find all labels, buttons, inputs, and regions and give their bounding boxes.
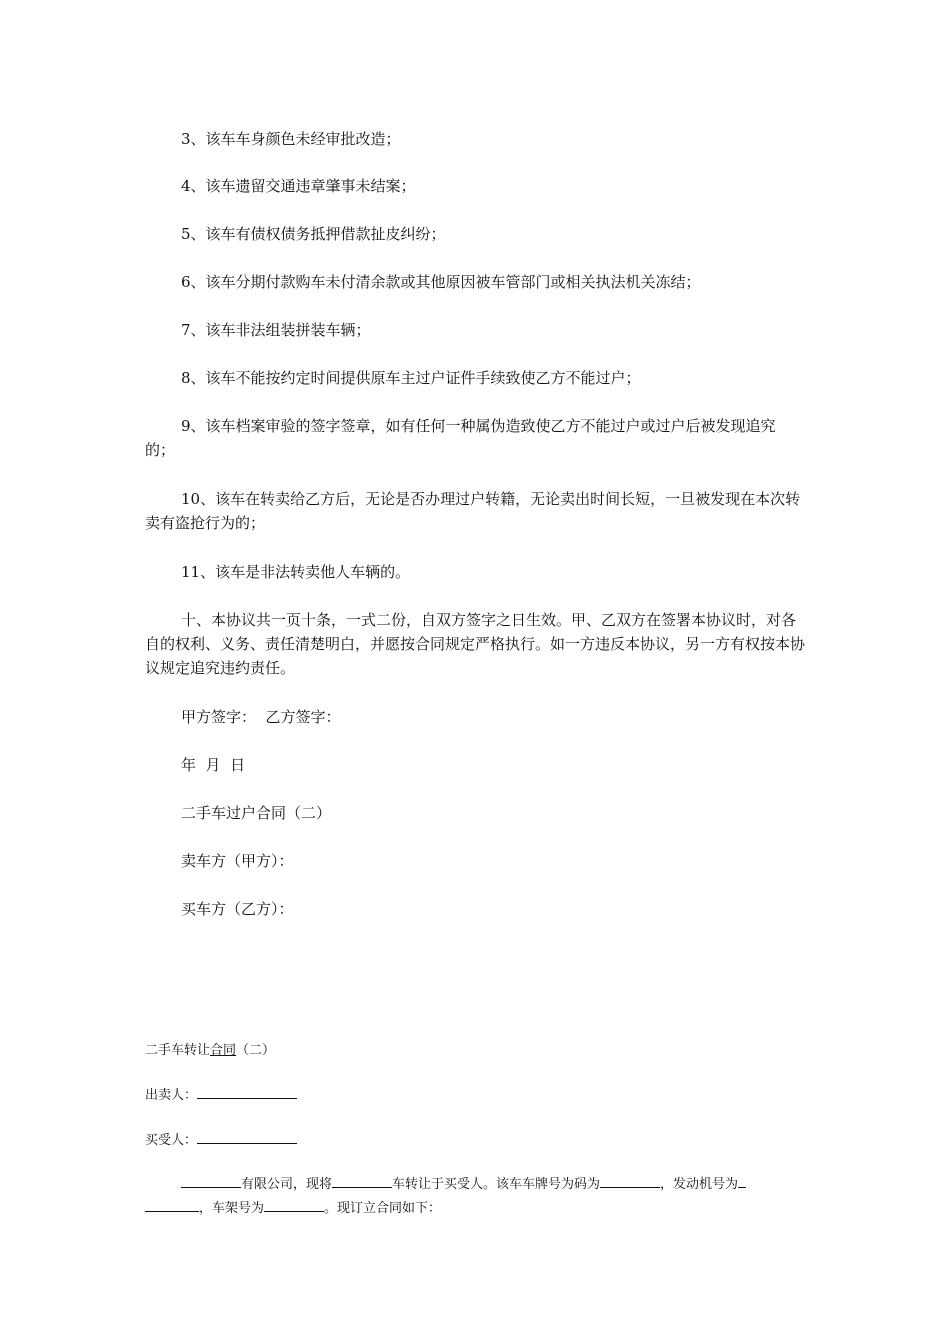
seller-label: 卖车方（甲方）：: [181, 852, 294, 870]
item-5: 5、该车有债权债务抵押借款扯皮纠纷；: [181, 225, 446, 243]
item-10: 10、该车在转卖给乙方后，无论是否办理过户转籍，无论卖出时间长短，一旦被发现在本次转卖有盗抢行为的；: [145, 490, 801, 532]
engine-blank-end: [145, 1197, 199, 1212]
lower-title-pre: 二手车转让: [145, 1043, 211, 1058]
contract-title: 二手车过户合同（二）: [181, 804, 332, 822]
buyer-label: 买车方（乙方）：: [181, 900, 294, 918]
body-part-5: 。现订立合同如下：: [324, 1201, 442, 1216]
body-part-3: ，发动机号为: [660, 1177, 739, 1192]
item-11: 11、该车是非法转卖他人车辆的。: [181, 563, 411, 581]
body-part-2: 车转让于买受人。该车车牌号为码为: [392, 1177, 601, 1192]
buyer-blank: [197, 1129, 297, 1144]
lower-title: [145, 1038, 275, 1064]
seller-blank: [197, 1084, 297, 1099]
transfer-body-line-1: [181, 1172, 746, 1198]
signature-line: 甲方签字： 乙方签字：: [181, 708, 341, 726]
contract-link[interactable]: 合同: [210, 1043, 237, 1058]
buyer-line: [145, 1128, 297, 1154]
seller-line: [145, 1083, 297, 1109]
item-8: 8、该车不能按约定时间提供原车主过户证件手续致使乙方不能过户；: [181, 369, 641, 387]
item-9: 9、该车档案审验的签字签章，如有任何一种属伪造致使乙方不能过户或过户后被发现追究的；: [145, 417, 776, 459]
item-4: 4、该车遗留交通违章肇事未结案；: [181, 177, 416, 195]
engine-blank-start: [738, 1173, 746, 1188]
buyer-line-label: 买受人：: [145, 1133, 198, 1148]
seller-line-label: 出卖人：: [145, 1088, 198, 1103]
clause-ten: 十、本协议共一页十条，一式二份，自双方签字之日生效。甲、乙双方在签署本协议时，对各自的权利、义务、责任清楚明白，并愿按合同规定严格执行。如一方违反本协议，另一方有权按本协议规定追究违约责任。: [145, 611, 806, 677]
company-blank: [181, 1173, 241, 1188]
plate-blank: [600, 1173, 660, 1188]
transfer-body-line-2: [145, 1196, 441, 1222]
item-3: 3、该车车身颜色未经审批改造；: [181, 130, 401, 148]
item-6: 6、该车分期付款购车未付清余款或其他原因被车管部门或相关执法机关冻结；: [181, 273, 701, 291]
lower-title-post: （二）: [236, 1043, 276, 1058]
item-7: 7、该车非法组装拼装车辆；: [181, 321, 371, 339]
body-part-1: 有限公司，现将: [241, 1177, 333, 1192]
date-line: 年 月 日: [181, 756, 246, 774]
vehicle-blank: [332, 1173, 392, 1188]
frame-blank: [264, 1197, 324, 1212]
body-part-4: ，车架号为: [199, 1201, 265, 1216]
